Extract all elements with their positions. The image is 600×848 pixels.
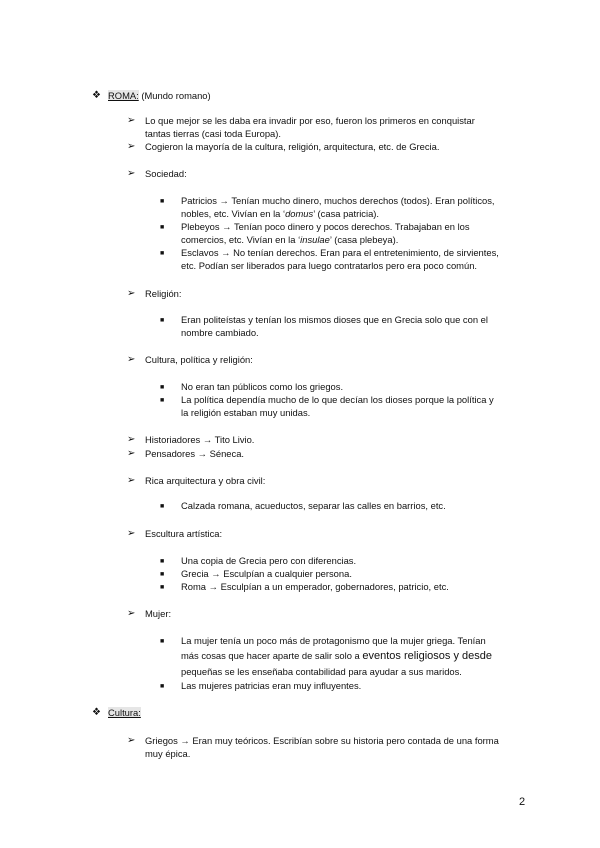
bullet-square: ■ (160, 683, 165, 690)
text-line (181, 650, 492, 663)
page-number: 2 (519, 796, 526, 808)
bullet-arrow: ➢ (127, 608, 136, 619)
bullet-diamond: ❖ (92, 90, 101, 101)
bullet-arrow: ➢ (127, 434, 136, 445)
text-line: No eran tan públicos como los griegos. (181, 381, 344, 392)
bullet-square: ■ (160, 571, 165, 578)
text-line: Eran politeístas y tenían los mismos dioses que en Grecia solo que con el (181, 314, 488, 325)
cultura-title: Cultura: (108, 707, 141, 718)
bullet-arrow: ➢ (127, 115, 136, 126)
text-fragment-large: eventos religiosos y desde (362, 650, 492, 662)
text-line: Esclavos → No tenían derechos. Eran para el entretenimiento, de sirvientes, (181, 247, 499, 258)
bullet-arrow: ➢ (127, 528, 136, 539)
text-fragment: ’ (casa plebeya). (329, 234, 399, 245)
emphasis-insulae: insulae (300, 234, 330, 245)
text-line: Calzada romana, acueductos, separar las calles en barrios, etc. (181, 500, 446, 511)
bullet-square: ■ (160, 317, 165, 324)
bullet-arrow: ➢ (127, 141, 136, 152)
bullet-arrow: ➢ (127, 735, 136, 746)
bullet-square: ■ (160, 250, 165, 257)
bullet-square: ■ (160, 638, 165, 645)
text-line: Cogieron la mayoría de la cultura, religión, arquitectura, etc. de Grecia. (145, 141, 440, 152)
text-fragment: nobles, etc. Vivían en la ‘ (181, 208, 286, 219)
bullet-square: ■ (160, 397, 165, 404)
subheading-sociedad: Sociedad: (145, 168, 187, 179)
roma-subtitle: (Mundo romano) (141, 90, 211, 101)
bullet-diamond: ❖ (92, 707, 101, 718)
text-line: La política dependía mucho de lo que decían los dioses porque la política y (181, 394, 494, 405)
text-line: etc. Podían ser liberados para luego contratarlos pero era poco común. (181, 260, 478, 271)
text-line: muy épica. (145, 748, 191, 759)
text-line: pequeñas se les enseñaba contabilidad para ayudar a sus maridos. (181, 666, 462, 677)
text-line: Roma → Esculpían a un emperador, gobernadores, patricio, etc. (181, 581, 449, 592)
text-line: La mujer tenía un poco más de protagonismo que la mujer griega. Tenían (181, 635, 486, 646)
emphasis-domus: domus (285, 208, 314, 219)
bullet-square: ■ (160, 558, 165, 565)
subheading-mujer: Mujer: (145, 608, 172, 619)
bullet-arrow: ➢ (127, 448, 136, 459)
subheading-arquitectura: Rica arquitectura y obra civil: (145, 475, 266, 486)
bullet-square: ■ (160, 503, 165, 510)
roma-title: ROMA: (108, 90, 139, 101)
text-line: Patricios → Tenían mucho dinero, muchos derechos (todos). Eran políticos, (181, 195, 495, 206)
text-line: Las mujeres patricias eran muy influyentes. (181, 680, 362, 691)
bullet-arrow: ➢ (127, 168, 136, 179)
text-line: Pensadores → Séneca. (145, 448, 245, 459)
text-line: la religión estaban muy unidas. (181, 407, 311, 418)
text-line (181, 234, 398, 247)
text-line: tantas tierras (casi toda Europa). (145, 128, 282, 139)
text-line: Griegos → Eran muy teóricos. Escribían sobre su historia pero contada de una forma (145, 735, 499, 746)
bullet-arrow: ➢ (127, 288, 136, 299)
text-line (181, 208, 379, 221)
text-line: Grecia → Esculpían a cualquier persona. (181, 568, 352, 579)
subheading-religion: Religión: (145, 288, 182, 299)
text-fragment: ’ (casa patricia). (313, 208, 380, 219)
text-fragment: más cosas que hacer aparte de salir solo a (181, 650, 363, 661)
text-line: Historiadores → Tito Livio. (145, 434, 255, 445)
subheading-escultura: Escultura artística: (145, 528, 223, 539)
bullet-arrow: ➢ (127, 475, 136, 486)
bullet-square: ■ (160, 384, 165, 391)
text-fragment: comercios, etc. Vivían en la ‘ (181, 234, 301, 245)
section-heading-cultura (108, 707, 141, 720)
bullet-square: ■ (160, 224, 165, 231)
bullet-square: ■ (160, 198, 165, 205)
subheading-cultura-politica-religion: Cultura, política y religión: (145, 354, 253, 365)
bullet-arrow: ➢ (127, 354, 136, 365)
text-line: nombre cambiado. (181, 327, 259, 338)
section-heading-roma (108, 90, 211, 103)
bullet-square: ■ (160, 584, 165, 591)
text-line: Una copia de Grecia pero con diferencias. (181, 555, 357, 566)
text-line: Lo que mejor se les daba era invadir por eso, fueron los primeros en conquistar (145, 115, 475, 126)
text-line: Plebeyos → Tenían poco dinero y pocos derechos. Trabajaban en los (181, 221, 470, 232)
